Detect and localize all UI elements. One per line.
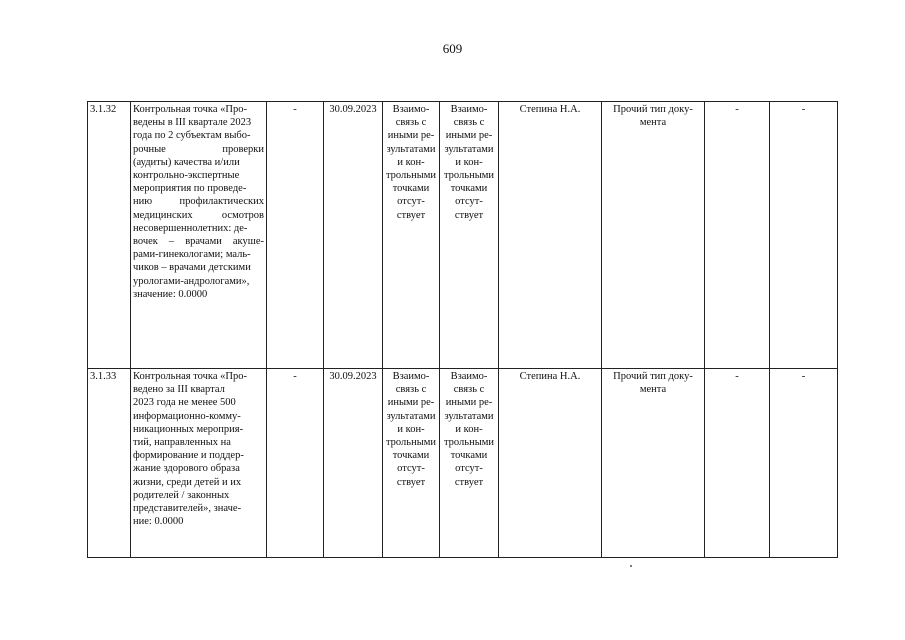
description-line: жизни, среди детей и их (133, 476, 242, 488)
description-line: года по 2 субъектам выбо- (133, 130, 251, 142)
page-number: 609 (442, 41, 463, 56)
description-line: Контрольная точка «Про- (133, 371, 247, 382)
description-line: урологами-андрологами», (133, 275, 250, 287)
description-line: значение: 0.0000 (133, 288, 208, 300)
control-points-table (87, 101, 838, 558)
dash-cell: - (705, 102, 770, 369)
dash-cell: - (267, 102, 324, 369)
description-line: несовершеннолетних: де- (133, 222, 248, 234)
table-row (88, 369, 838, 558)
description-line: формирование и поддер- (133, 450, 244, 462)
row-number: 3.1.32 (90, 104, 117, 115)
dash-cell: - (705, 369, 770, 558)
description-line: рами-гинекологами; маль- (133, 249, 251, 261)
description-line: (аудиты) качества и/или (133, 156, 240, 168)
scan-speck (630, 565, 632, 567)
next-links-cell: Взаимо- связь с иными ре- зультатами и кон- трольными точками отсут- ствует (440, 102, 499, 369)
description-line: жание здорового образа (133, 463, 240, 475)
previous-links-cell: Взаимо- связь с иными ре- зультатами и кон- трольными точками отсут- ствует (383, 102, 440, 369)
description-line: ведены в III квартале 2023 (133, 117, 252, 129)
row-number-cell (88, 369, 131, 558)
description-line: родителей / законных (133, 489, 230, 501)
row-number: 3.1.33 (90, 371, 117, 382)
description-line: контрольно-экспертные (133, 170, 240, 182)
description-line: Контрольная точка «Про- (133, 104, 247, 115)
description-cell (131, 369, 267, 558)
description-line: чиков – врачами детскими (133, 262, 251, 274)
responsible-cell: Степина Н.А. (499, 369, 602, 558)
description-line: ведено за III квартал (133, 384, 225, 396)
previous-links-cell: Взаимо- связь с иными ре- зультатами и кон- трольными точками отсут- ствует (383, 369, 440, 558)
date-cell: 30.09.2023 (324, 102, 383, 369)
responsible-cell: Степина Н.А. (499, 102, 602, 369)
date-cell: 30.09.2023 (324, 369, 383, 558)
next-links-cell: Взаимо- связь с иными ре- зультатами и кон- трольными точками отсут- ствует (440, 369, 499, 558)
table-row (88, 102, 838, 369)
description-line: нию профилактических (133, 196, 264, 208)
description-line: вочек – врачами акуше- (133, 236, 264, 248)
description-cell (131, 102, 267, 369)
description-line: ние: 0.0000 (133, 516, 184, 528)
description-line: никационных мероприя- (133, 423, 244, 435)
description-line: рочные проверки (133, 143, 264, 155)
description-line: 2023 года не менее 500 (133, 397, 236, 409)
description-line: тий, направленных на (133, 437, 231, 449)
dash-cell: - (267, 369, 324, 558)
document-type-cell: Прочий тип доку- мента (602, 369, 705, 558)
dash-cell: - (770, 102, 838, 369)
row-number-cell (88, 102, 131, 369)
description-line: представителей», значе- (133, 503, 242, 515)
document-type-cell: Прочий тип доку- мента (602, 102, 705, 369)
description-line: медицинских осмотров (133, 209, 264, 221)
dash-cell: - (770, 369, 838, 558)
description-line: информационно-комму- (133, 410, 241, 422)
description-line: мероприятия по проведе- (133, 183, 247, 195)
